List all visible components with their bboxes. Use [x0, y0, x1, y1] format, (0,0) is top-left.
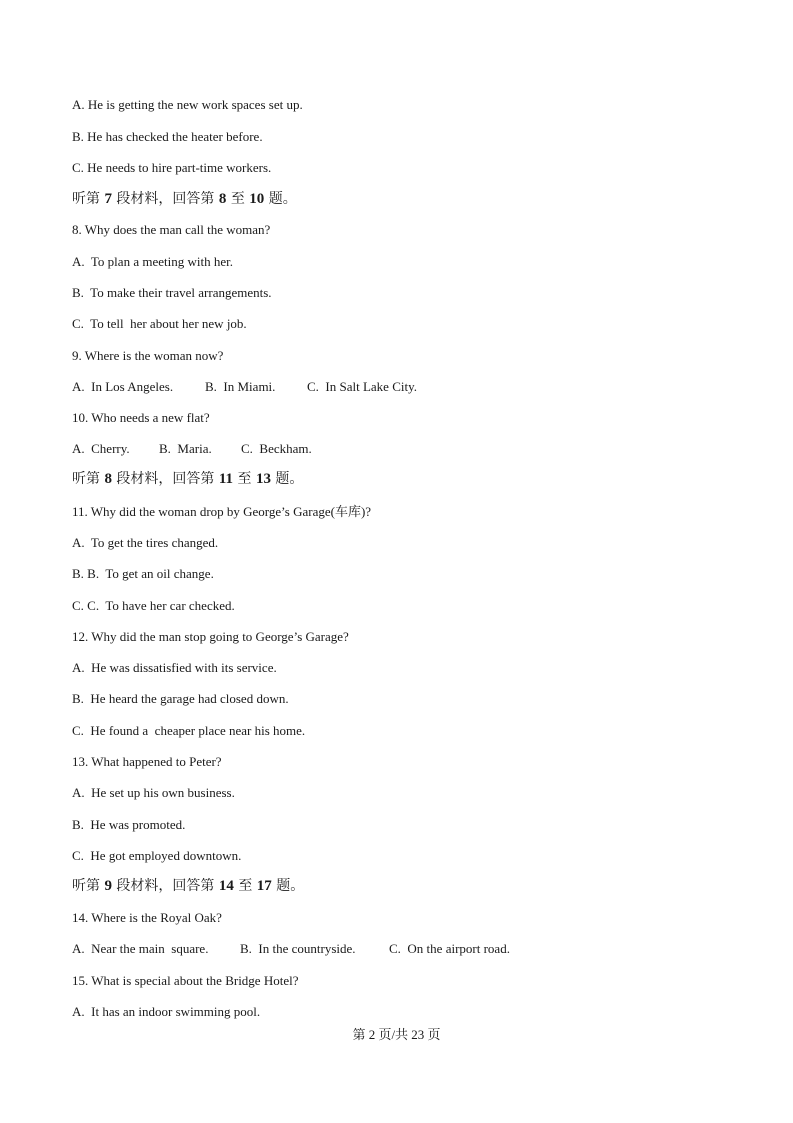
q12-option-a: A. He was dissatisfied with its service. [72, 660, 277, 675]
section-heading-text: 听第 [72, 878, 100, 894]
q11-option-c: C. C. To have her car checked. [72, 598, 235, 613]
section-heading-text: 段材料，回答第 [116, 191, 215, 207]
question-13: 13. What happened to Peter? [72, 754, 222, 769]
q8-option-c: C. To tell her about her new job. [72, 316, 247, 331]
q14-option-a: A. Near the main square. [72, 941, 209, 956]
question-range-end: 10 [249, 191, 265, 207]
question-range-start: 11 [218, 471, 234, 487]
q7-option-a: A. He is getting the new work spaces set up. [72, 97, 303, 112]
section-number: 9 [104, 878, 112, 894]
question-15: 15. What is special about the Bridge Hotel? [72, 973, 299, 988]
section-heading-text: 至 [230, 191, 245, 207]
question-range-end: 17 [256, 878, 272, 894]
page-footer: 第 2 页/共 23 页 [352, 1027, 441, 1042]
q10-option-c: C. Beckham. [241, 441, 312, 456]
q10-option-a: A. Cherry. [72, 441, 130, 456]
q9-option-c: C. In Salt Lake City. [307, 379, 418, 394]
q8-option-a: A. To plan a meeting with her. [72, 254, 233, 269]
q8-option-b: B. To make their travel arrangements. [72, 285, 272, 300]
section-heading-text: 题。 [268, 191, 297, 207]
section-heading-text: 听第 [72, 471, 100, 487]
q13-option-b: B. He was promoted. [72, 817, 186, 832]
question-8: 8. Why does the man call the woman? [72, 222, 271, 237]
q9-option-b: B. In Miami. [205, 379, 276, 394]
question-range-end: 13 [255, 471, 271, 487]
q14-option-c: C. On the airport road. [389, 941, 510, 956]
section-heading-text: 题。 [276, 878, 305, 894]
q7-option-b: B. He has checked the heater before. [72, 129, 263, 144]
section-heading-text: 至 [237, 471, 252, 487]
q15-option-a: A. It has an indoor swimming pool. [72, 1004, 261, 1019]
q10-option-b: B. Maria. [159, 441, 212, 456]
question-12: 12. Why did the man stop going to George’s Garage? [72, 629, 349, 644]
question-14: 14. Where is the Royal Oak? [72, 910, 222, 925]
q12-option-c: C. He found a cheaper place near his home. [72, 723, 306, 738]
section-number: 8 [104, 471, 112, 487]
section-number: 7 [104, 191, 112, 207]
question-10: 10. Who needs a new flat? [72, 410, 210, 425]
section-heading-text: 至 [238, 878, 253, 894]
q12-option-b: B. He heard the garage had closed down. [72, 691, 289, 706]
section-heading-text: 题。 [275, 471, 304, 487]
q9-option-a: A. In Los Angeles. [72, 379, 174, 394]
question-range-start: 14 [218, 878, 234, 894]
q11-option-a: A. To get the tires changed. [72, 535, 219, 550]
section-heading-7 [72, 191, 297, 207]
q7-option-c: C. He needs to hire part-time workers. [72, 160, 272, 175]
question-9: 9. Where is the woman now? [72, 348, 224, 363]
section-heading-8 [72, 471, 303, 487]
q11-option-b: B. B. To get an oil change. [72, 566, 214, 581]
section-heading-text: 段材料，回答第 [116, 471, 215, 487]
q14-option-b: B. In the countryside. [240, 941, 356, 956]
question-range-start: 8 [218, 191, 227, 207]
q13-option-a: A. He set up his own business. [72, 785, 235, 800]
q13-option-c: C. He got employed downtown. [72, 848, 242, 863]
section-heading-text: 段材料，回答第 [116, 878, 215, 894]
section-heading-text: 听第 [72, 191, 100, 207]
section-heading-9 [72, 878, 304, 894]
question-11: 11. Why did the woman drop by George’s Garage(车库)? [72, 504, 372, 519]
